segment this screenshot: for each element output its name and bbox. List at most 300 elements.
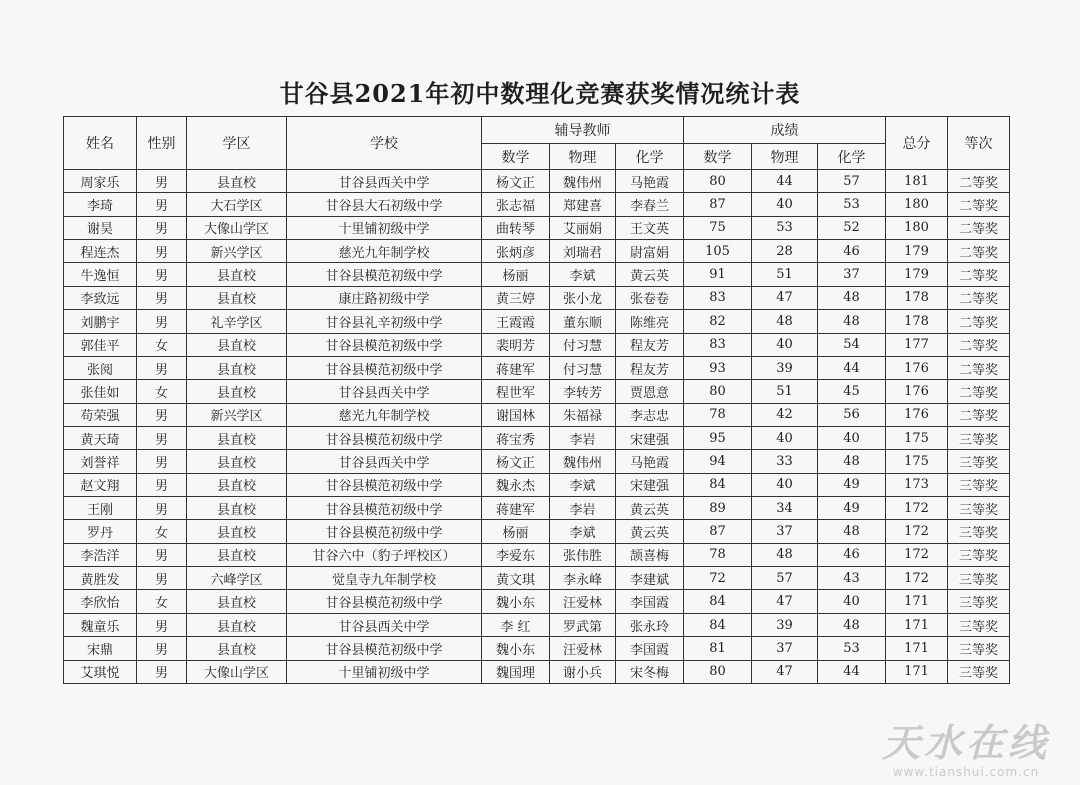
cell-teacher-math: 李 红 xyxy=(482,613,550,636)
cell-school: 甘谷县模范初级中学 xyxy=(287,637,482,660)
cell-score-physics: 42 xyxy=(752,403,818,426)
cell-name: 苟荣强 xyxy=(64,403,137,426)
site-watermark xyxy=(866,721,1066,779)
cell-district: 县直校 xyxy=(187,286,287,309)
cell-district: 县直校 xyxy=(187,450,287,473)
cell-score-math: 84 xyxy=(684,590,752,613)
header-score-physics: 物理 xyxy=(752,144,818,170)
cell-total: 181 xyxy=(886,170,948,193)
cell-name: 罗丹 xyxy=(64,520,137,543)
cell-teacher-physics: 李转芳 xyxy=(550,380,616,403)
cell-teacher-physics: 汪爱林 xyxy=(550,637,616,660)
cell-school: 慈光九年制学校 xyxy=(287,403,482,426)
cell-score-physics: 48 xyxy=(752,543,818,566)
cell-teacher-chemistry: 黄云英 xyxy=(616,497,684,520)
cell-gender: 男 xyxy=(137,170,187,193)
cell-teacher-chemistry: 李志忠 xyxy=(616,403,684,426)
cell-teacher-chemistry: 李国霞 xyxy=(616,590,684,613)
cell-teacher-math: 蒋宝秀 xyxy=(482,426,550,449)
cell-school: 甘谷县模范初级中学 xyxy=(287,426,482,449)
cell-name: 程连杰 xyxy=(64,240,137,263)
cell-total: 171 xyxy=(886,637,948,660)
cell-grade: 二等奖 xyxy=(948,333,1010,356)
table-row xyxy=(64,356,1010,379)
cell-gender: 男 xyxy=(137,567,187,590)
cell-district: 县直校 xyxy=(187,497,287,520)
cell-score-math: 87 xyxy=(684,193,752,216)
cell-district: 县直校 xyxy=(187,543,287,566)
cell-score-chemistry: 48 xyxy=(818,310,886,333)
cell-name: 牛逸恒 xyxy=(64,263,137,286)
cell-school: 甘谷县大石初级中学 xyxy=(287,193,482,216)
cell-score-chemistry: 49 xyxy=(818,497,886,520)
cell-teacher-chemistry: 李国霞 xyxy=(616,637,684,660)
cell-teacher-physics: 汪爱林 xyxy=(550,590,616,613)
table-row xyxy=(64,193,1010,216)
table-row xyxy=(64,637,1010,660)
cell-district: 县直校 xyxy=(187,613,287,636)
cell-grade: 二等奖 xyxy=(948,403,1010,426)
cell-school: 甘谷县礼辛初级中学 xyxy=(287,310,482,333)
cell-school: 甘谷县模范初级中学 xyxy=(287,263,482,286)
cell-teacher-physics: 付习慧 xyxy=(550,356,616,379)
cell-teacher-math: 杨文正 xyxy=(482,170,550,193)
cell-teacher-math: 魏小东 xyxy=(482,590,550,613)
cell-school: 康庄路初级中学 xyxy=(287,286,482,309)
table-row xyxy=(64,473,1010,496)
table-row xyxy=(64,286,1010,309)
cell-grade: 二等奖 xyxy=(948,380,1010,403)
header-teacher-physics: 物理 xyxy=(550,144,616,170)
cell-school: 甘谷六中（豹子坪校区） xyxy=(287,543,482,566)
cell-score-chemistry: 40 xyxy=(818,426,886,449)
cell-grade: 三等奖 xyxy=(948,543,1010,566)
table-row xyxy=(64,216,1010,239)
cell-teacher-math: 李爱东 xyxy=(482,543,550,566)
cell-gender: 男 xyxy=(137,403,187,426)
cell-teacher-physics: 魏伟州 xyxy=(550,170,616,193)
cell-teacher-math: 魏小东 xyxy=(482,637,550,660)
cell-grade: 三等奖 xyxy=(948,426,1010,449)
cell-score-physics: 51 xyxy=(752,380,818,403)
cell-score-chemistry: 40 xyxy=(818,590,886,613)
cell-score-physics: 33 xyxy=(752,450,818,473)
cell-score-chemistry: 46 xyxy=(818,240,886,263)
cell-teacher-math: 王霞霞 xyxy=(482,310,550,333)
cell-name: 刘誉祥 xyxy=(64,450,137,473)
table-row xyxy=(64,567,1010,590)
cell-teacher-chemistry: 尉富娟 xyxy=(616,240,684,263)
cell-name: 宋鼎 xyxy=(64,637,137,660)
cell-teacher-physics: 魏伟州 xyxy=(550,450,616,473)
cell-name: 张佳如 xyxy=(64,380,137,403)
table-row xyxy=(64,403,1010,426)
cell-district: 大像山学区 xyxy=(187,660,287,683)
cell-teacher-physics: 李永峰 xyxy=(550,567,616,590)
cell-total: 173 xyxy=(886,473,948,496)
table-row xyxy=(64,543,1010,566)
cell-name: 赵文翔 xyxy=(64,473,137,496)
header-district: 学区 xyxy=(187,117,287,170)
cell-teacher-physics: 李斌 xyxy=(550,520,616,543)
cell-score-math: 94 xyxy=(684,450,752,473)
table-row xyxy=(64,426,1010,449)
cell-name: 艾琪悦 xyxy=(64,660,137,683)
cell-teacher-math: 张志福 xyxy=(482,193,550,216)
cell-school: 甘谷县模范初级中学 xyxy=(287,497,482,520)
cell-grade: 三等奖 xyxy=(948,660,1010,683)
cell-total: 178 xyxy=(886,310,948,333)
cell-score-physics: 44 xyxy=(752,170,818,193)
cell-name: 黄天琦 xyxy=(64,426,137,449)
cell-name: 李琦 xyxy=(64,193,137,216)
cell-gender: 女 xyxy=(137,520,187,543)
cell-score-math: 105 xyxy=(684,240,752,263)
cell-score-chemistry: 43 xyxy=(818,567,886,590)
cell-teacher-chemistry: 宋建强 xyxy=(616,426,684,449)
cell-score-chemistry: 46 xyxy=(818,543,886,566)
cell-score-physics: 48 xyxy=(752,310,818,333)
cell-gender: 男 xyxy=(137,613,187,636)
cell-score-physics: 39 xyxy=(752,613,818,636)
cell-total: 176 xyxy=(886,380,948,403)
cell-name: 王刚 xyxy=(64,497,137,520)
table-row xyxy=(64,240,1010,263)
table-row xyxy=(64,497,1010,520)
cell-teacher-math: 杨丽 xyxy=(482,520,550,543)
cell-teacher-chemistry: 李建斌 xyxy=(616,567,684,590)
table-row xyxy=(64,450,1010,473)
cell-score-chemistry: 44 xyxy=(818,356,886,379)
cell-grade: 三等奖 xyxy=(948,520,1010,543)
cell-score-physics: 40 xyxy=(752,193,818,216)
cell-score-math: 80 xyxy=(684,380,752,403)
table-row xyxy=(64,310,1010,333)
header-name: 姓名 xyxy=(64,117,137,170)
header-teacher-chemistry: 化学 xyxy=(616,144,684,170)
cell-gender: 男 xyxy=(137,240,187,263)
cell-district: 县直校 xyxy=(187,356,287,379)
cell-gender: 男 xyxy=(137,426,187,449)
cell-score-physics: 57 xyxy=(752,567,818,590)
table-row xyxy=(64,613,1010,636)
cell-teacher-physics: 李斌 xyxy=(550,473,616,496)
cell-teacher-math: 裴明芳 xyxy=(482,333,550,356)
cell-grade: 二等奖 xyxy=(948,263,1010,286)
cell-teacher-math: 程世军 xyxy=(482,380,550,403)
cell-district: 县直校 xyxy=(187,333,287,356)
cell-score-physics: 39 xyxy=(752,356,818,379)
cell-name: 魏童乐 xyxy=(64,613,137,636)
cell-school: 慈光九年制学校 xyxy=(287,240,482,263)
cell-teacher-chemistry: 贾恩意 xyxy=(616,380,684,403)
cell-gender: 男 xyxy=(137,497,187,520)
cell-score-physics: 40 xyxy=(752,426,818,449)
cell-school: 甘谷县模范初级中学 xyxy=(287,356,482,379)
cell-total: 172 xyxy=(886,543,948,566)
cell-grade: 三等奖 xyxy=(948,497,1010,520)
cell-gender: 男 xyxy=(137,310,187,333)
table-body xyxy=(64,170,1010,684)
cell-name: 谢昊 xyxy=(64,216,137,239)
cell-score-math: 80 xyxy=(684,170,752,193)
cell-gender: 男 xyxy=(137,450,187,473)
watermark-url: www.tianshui.com.cn xyxy=(892,765,1040,779)
cell-teacher-math: 杨丽 xyxy=(482,263,550,286)
header-total: 总分 xyxy=(886,117,948,170)
cell-total: 179 xyxy=(886,240,948,263)
cell-teacher-math: 张炳彦 xyxy=(482,240,550,263)
cell-teacher-physics: 朱福禄 xyxy=(550,403,616,426)
table-row xyxy=(64,380,1010,403)
cell-score-math: 78 xyxy=(684,403,752,426)
cell-score-math: 87 xyxy=(684,520,752,543)
cell-grade: 二等奖 xyxy=(948,286,1010,309)
cell-total: 175 xyxy=(886,426,948,449)
cell-teacher-chemistry: 程友芳 xyxy=(616,333,684,356)
cell-score-chemistry: 45 xyxy=(818,380,886,403)
cell-district: 大像山学区 xyxy=(187,216,287,239)
cell-teacher-chemistry: 宋建强 xyxy=(616,473,684,496)
cell-score-math: 72 xyxy=(684,567,752,590)
cell-grade: 二等奖 xyxy=(948,216,1010,239)
cell-total: 171 xyxy=(886,660,948,683)
cell-district: 新兴学区 xyxy=(187,403,287,426)
cell-score-chemistry: 53 xyxy=(818,637,886,660)
cell-score-math: 83 xyxy=(684,333,752,356)
cell-school: 甘谷县西关中学 xyxy=(287,170,482,193)
cell-teacher-math: 曲转琴 xyxy=(482,216,550,239)
cell-name: 李浩洋 xyxy=(64,543,137,566)
cell-gender: 男 xyxy=(137,286,187,309)
cell-teacher-chemistry: 张永玲 xyxy=(616,613,684,636)
cell-teacher-math: 蒋建军 xyxy=(482,356,550,379)
cell-grade: 三等奖 xyxy=(948,613,1010,636)
cell-teacher-chemistry: 马艳霞 xyxy=(616,170,684,193)
cell-teacher-physics: 刘瑞君 xyxy=(550,240,616,263)
cell-grade: 二等奖 xyxy=(948,193,1010,216)
cell-grade: 三等奖 xyxy=(948,637,1010,660)
header-score-chemistry: 化学 xyxy=(818,144,886,170)
cell-teacher-math: 黄三婷 xyxy=(482,286,550,309)
cell-teacher-physics: 罗武第 xyxy=(550,613,616,636)
cell-total: 176 xyxy=(886,356,948,379)
table-row xyxy=(64,170,1010,193)
cell-district: 大石学区 xyxy=(187,193,287,216)
cell-teacher-chemistry: 黄云英 xyxy=(616,263,684,286)
table-title: 甘谷县2021年初中数理化竞赛获奖情况统计表 xyxy=(279,79,801,108)
cell-gender: 男 xyxy=(137,473,187,496)
cell-district: 礼辛学区 xyxy=(187,310,287,333)
cell-teacher-chemistry: 黄云英 xyxy=(616,520,684,543)
cell-score-physics: 40 xyxy=(752,473,818,496)
cell-grade: 二等奖 xyxy=(948,240,1010,263)
cell-name: 李致远 xyxy=(64,286,137,309)
cell-gender: 男 xyxy=(137,543,187,566)
cell-score-physics: 47 xyxy=(752,590,818,613)
cell-total: 171 xyxy=(886,613,948,636)
cell-total: 180 xyxy=(886,193,948,216)
cell-school: 甘谷县模范初级中学 xyxy=(287,333,482,356)
cell-score-chemistry: 48 xyxy=(818,450,886,473)
cell-teacher-physics: 谢小兵 xyxy=(550,660,616,683)
cell-total: 172 xyxy=(886,520,948,543)
table-row xyxy=(64,660,1010,683)
cell-grade: 二等奖 xyxy=(948,356,1010,379)
cell-score-physics: 47 xyxy=(752,660,818,683)
cell-score-physics: 37 xyxy=(752,637,818,660)
cell-teacher-math: 魏永杰 xyxy=(482,473,550,496)
cell-school: 甘谷县模范初级中学 xyxy=(287,590,482,613)
cell-score-chemistry: 52 xyxy=(818,216,886,239)
cell-total: 176 xyxy=(886,403,948,426)
table-row xyxy=(64,520,1010,543)
cell-district: 新兴学区 xyxy=(187,240,287,263)
cell-grade: 三等奖 xyxy=(948,567,1010,590)
cell-teacher-chemistry: 王文英 xyxy=(616,216,684,239)
cell-score-chemistry: 48 xyxy=(818,520,886,543)
table-row xyxy=(64,333,1010,356)
cell-teacher-physics: 艾丽娟 xyxy=(550,216,616,239)
cell-score-physics: 28 xyxy=(752,240,818,263)
cell-score-physics: 53 xyxy=(752,216,818,239)
cell-district: 县直校 xyxy=(187,426,287,449)
cell-total: 172 xyxy=(886,567,948,590)
cell-teacher-physics: 李岩 xyxy=(550,497,616,520)
cell-name: 李欣怡 xyxy=(64,590,137,613)
cell-teacher-physics: 郑建喜 xyxy=(550,193,616,216)
cell-score-chemistry: 37 xyxy=(818,263,886,286)
cell-teacher-math: 杨文正 xyxy=(482,450,550,473)
cell-teacher-physics: 张小龙 xyxy=(550,286,616,309)
cell-grade: 二等奖 xyxy=(948,170,1010,193)
cell-teacher-physics: 李岩 xyxy=(550,426,616,449)
header-school: 学校 xyxy=(287,117,482,170)
cell-school: 十里铺初级中学 xyxy=(287,216,482,239)
cell-district: 县直校 xyxy=(187,520,287,543)
cell-score-physics: 51 xyxy=(752,263,818,286)
header-teachers: 辅导教师 xyxy=(482,117,684,144)
table-row xyxy=(64,590,1010,613)
cell-total: 178 xyxy=(886,286,948,309)
cell-teacher-math: 蒋建军 xyxy=(482,497,550,520)
cell-teacher-physics: 董东顺 xyxy=(550,310,616,333)
cell-gender: 男 xyxy=(137,263,187,286)
cell-district: 县直校 xyxy=(187,473,287,496)
cell-grade: 三等奖 xyxy=(948,450,1010,473)
cell-teacher-physics: 李斌 xyxy=(550,263,616,286)
cell-score-physics: 47 xyxy=(752,286,818,309)
cell-teacher-math: 谢国林 xyxy=(482,403,550,426)
cell-school: 十里铺初级中学 xyxy=(287,660,482,683)
table-row xyxy=(64,263,1010,286)
cell-score-math: 78 xyxy=(684,543,752,566)
header-grade: 等次 xyxy=(948,117,1010,170)
cell-teacher-math: 魏国理 xyxy=(482,660,550,683)
cell-teacher-chemistry: 陈维亮 xyxy=(616,310,684,333)
cell-score-chemistry: 57 xyxy=(818,170,886,193)
header-scores: 成绩 xyxy=(684,117,886,144)
cell-total: 172 xyxy=(886,497,948,520)
header-score-math: 数学 xyxy=(684,144,752,170)
cell-district: 六峰学区 xyxy=(187,567,287,590)
cell-gender: 男 xyxy=(137,356,187,379)
cell-grade: 三等奖 xyxy=(948,473,1010,496)
cell-score-math: 80 xyxy=(684,660,752,683)
cell-score-chemistry: 54 xyxy=(818,333,886,356)
cell-teacher-chemistry: 颉喜梅 xyxy=(616,543,684,566)
cell-school: 觉皇寺九年制学校 xyxy=(287,567,482,590)
cell-score-physics: 34 xyxy=(752,497,818,520)
cell-teacher-chemistry: 张卷卷 xyxy=(616,286,684,309)
cell-score-chemistry: 53 xyxy=(818,193,886,216)
cell-grade: 三等奖 xyxy=(948,590,1010,613)
cell-name: 周家乐 xyxy=(64,170,137,193)
cell-teacher-chemistry: 李春兰 xyxy=(616,193,684,216)
cell-teacher-physics: 付习慧 xyxy=(550,333,616,356)
table-header xyxy=(64,117,1010,170)
cell-score-math: 93 xyxy=(684,356,752,379)
cell-score-chemistry: 48 xyxy=(818,286,886,309)
cell-school: 甘谷县西关中学 xyxy=(287,450,482,473)
cell-score-physics: 37 xyxy=(752,520,818,543)
cell-gender: 男 xyxy=(137,193,187,216)
cell-gender: 女 xyxy=(137,333,187,356)
cell-total: 171 xyxy=(886,590,948,613)
cell-score-math: 81 xyxy=(684,637,752,660)
cell-score-physics: 40 xyxy=(752,333,818,356)
cell-district: 县直校 xyxy=(187,263,287,286)
cell-score-chemistry: 48 xyxy=(818,613,886,636)
cell-school: 甘谷县西关中学 xyxy=(287,613,482,636)
watermark-logo: 天水在线 xyxy=(881,721,1050,765)
header-gender: 性别 xyxy=(137,117,187,170)
cell-total: 177 xyxy=(886,333,948,356)
cell-score-math: 89 xyxy=(684,497,752,520)
cell-score-math: 84 xyxy=(684,473,752,496)
cell-gender: 男 xyxy=(137,637,187,660)
cell-score-math: 95 xyxy=(684,426,752,449)
cell-score-math: 82 xyxy=(684,310,752,333)
cell-district: 县直校 xyxy=(187,170,287,193)
cell-school: 甘谷县模范初级中学 xyxy=(287,473,482,496)
cell-total: 175 xyxy=(886,450,948,473)
cell-teacher-chemistry: 马艳霞 xyxy=(616,450,684,473)
cell-school: 甘谷县模范初级中学 xyxy=(287,520,482,543)
cell-score-math: 75 xyxy=(684,216,752,239)
cell-score-chemistry: 56 xyxy=(818,403,886,426)
cell-name: 郭佳平 xyxy=(64,333,137,356)
cell-grade: 二等奖 xyxy=(948,310,1010,333)
cell-score-chemistry: 49 xyxy=(818,473,886,496)
cell-score-math: 91 xyxy=(684,263,752,286)
cell-score-math: 84 xyxy=(684,613,752,636)
header-teacher-math: 数学 xyxy=(482,144,550,170)
cell-name: 张阅 xyxy=(64,356,137,379)
cell-district: 县直校 xyxy=(187,590,287,613)
cell-school: 甘谷县西关中学 xyxy=(287,380,482,403)
cell-teacher-chemistry: 程友芳 xyxy=(616,356,684,379)
cell-total: 180 xyxy=(886,216,948,239)
cell-score-math: 83 xyxy=(684,286,752,309)
cell-district: 县直校 xyxy=(187,637,287,660)
cell-gender: 男 xyxy=(137,216,187,239)
cell-teacher-chemistry: 宋冬梅 xyxy=(616,660,684,683)
cell-teacher-physics: 张伟胜 xyxy=(550,543,616,566)
cell-name: 黄胜发 xyxy=(64,567,137,590)
award-table xyxy=(63,116,1010,684)
cell-teacher-math: 黄文琪 xyxy=(482,567,550,590)
